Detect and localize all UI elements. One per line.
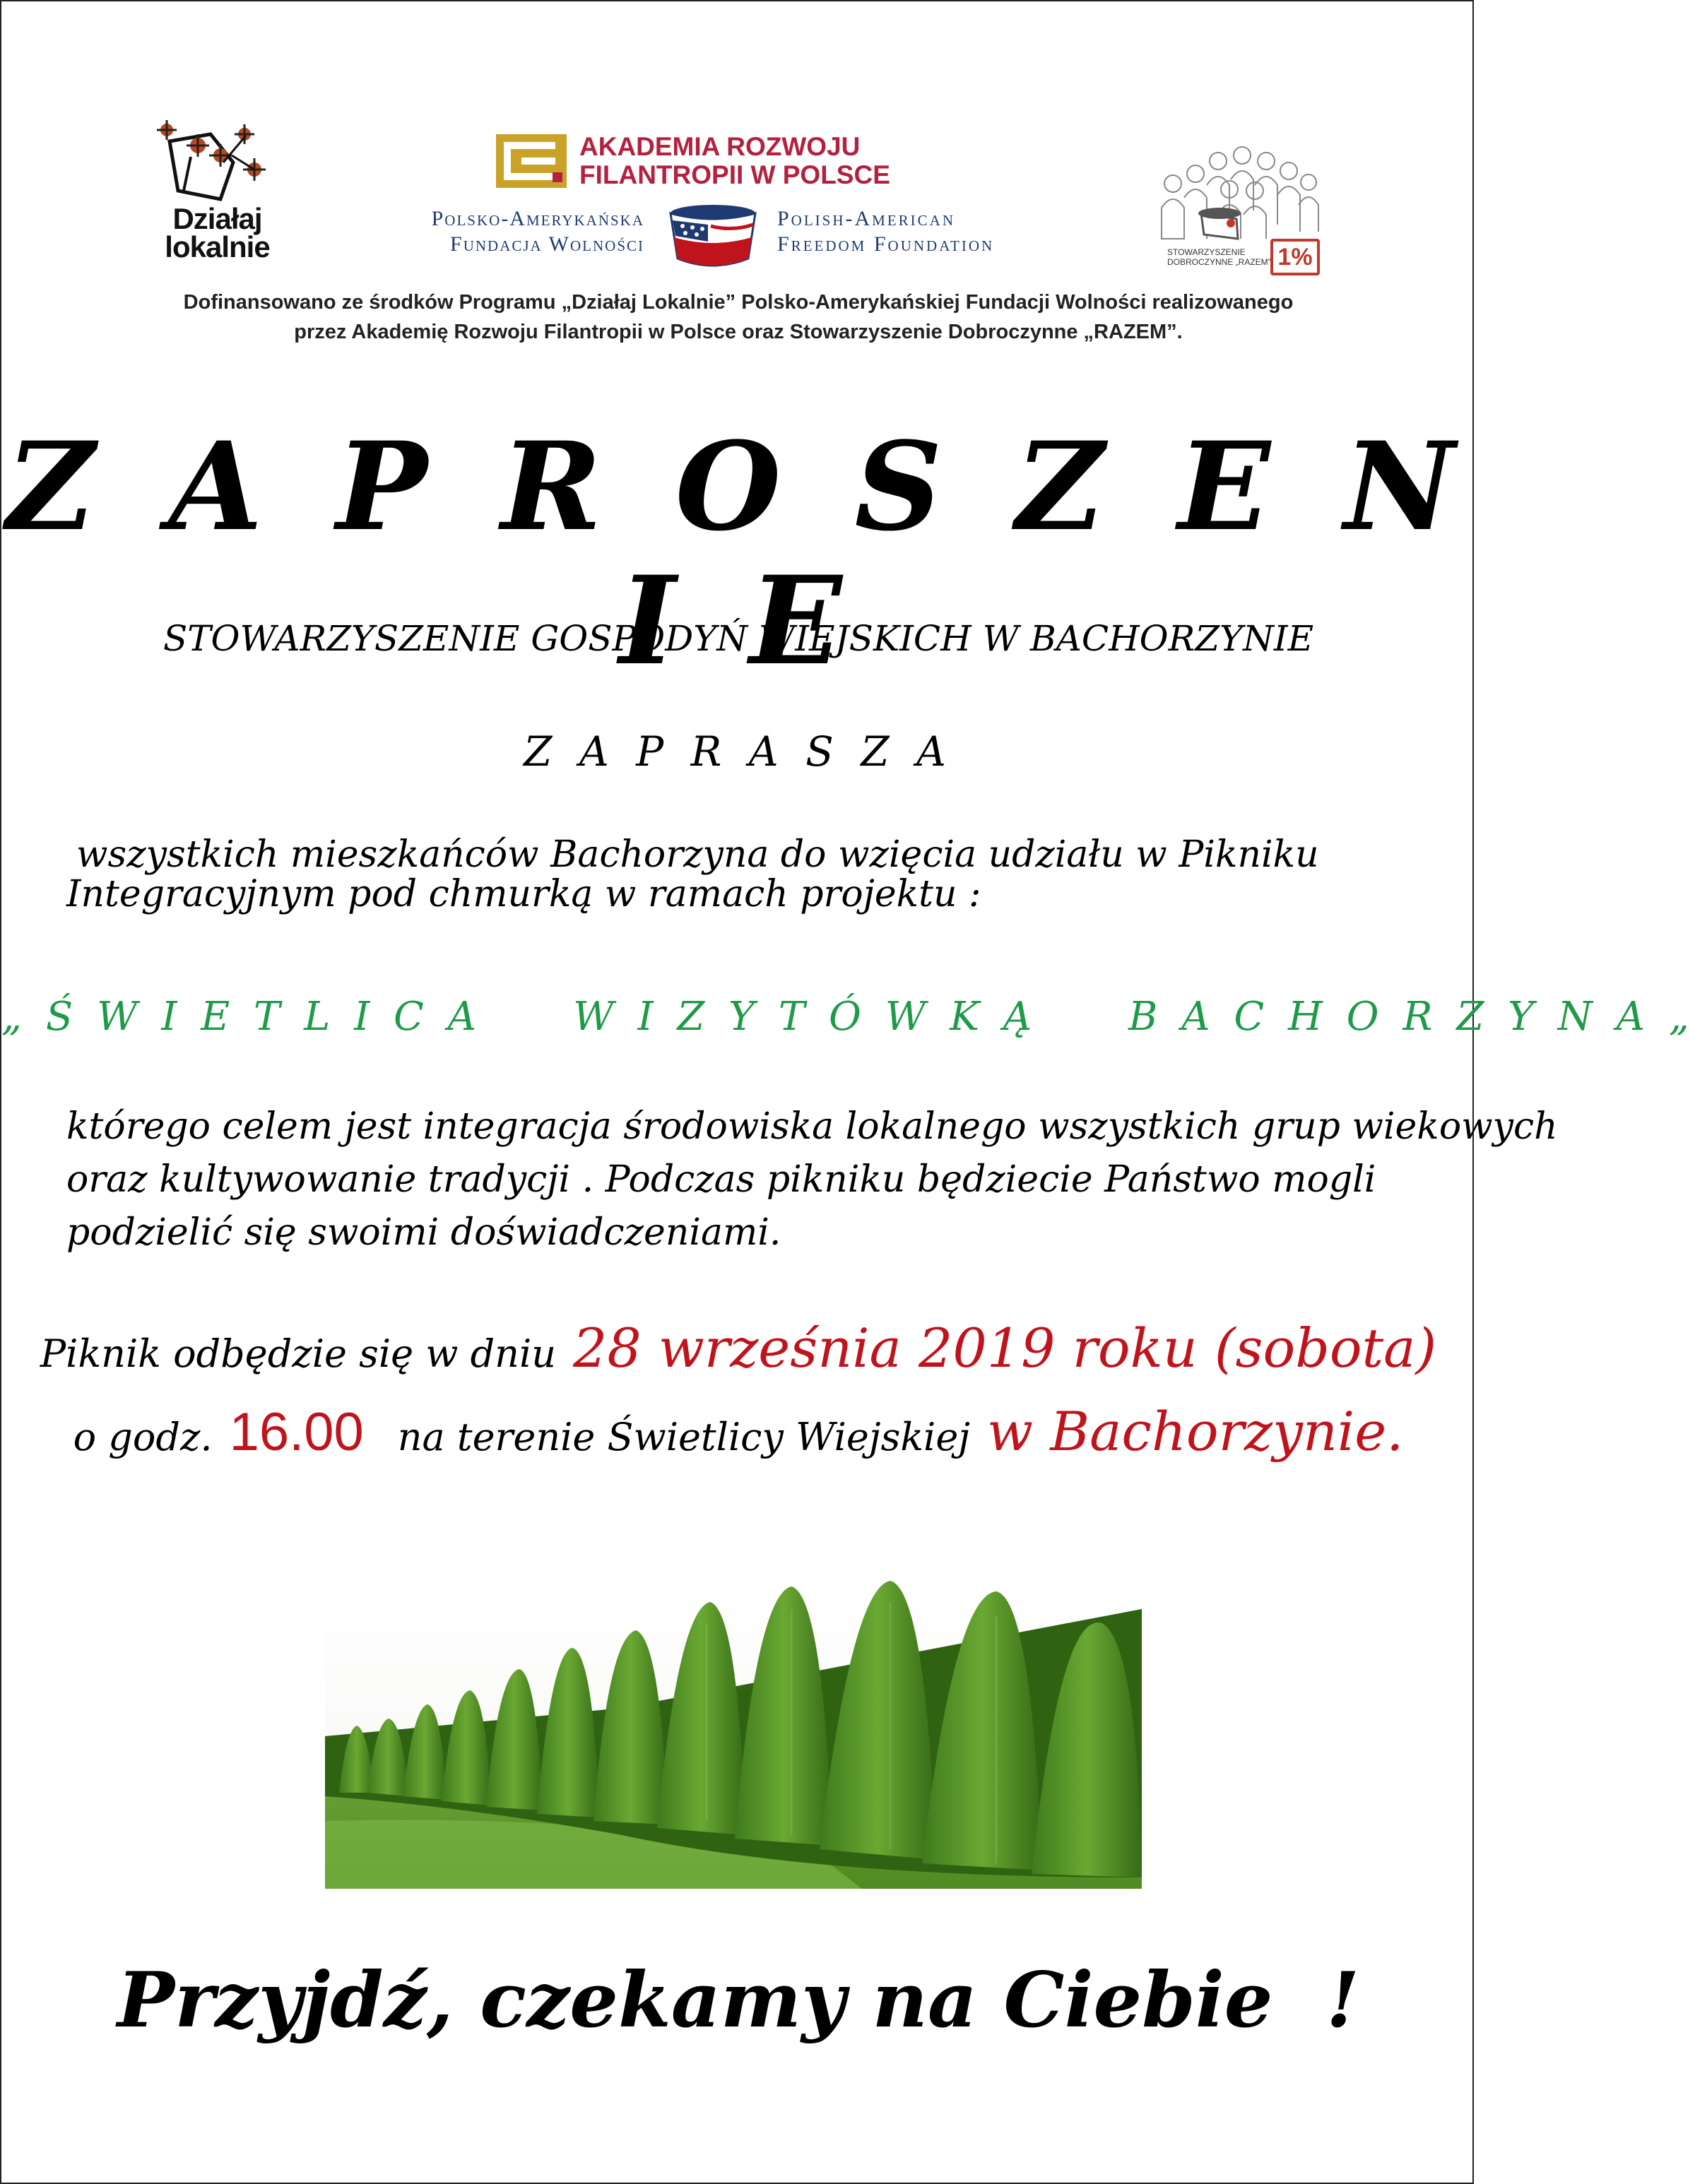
invitation-title: Z A P R O S Z E N I E <box>6 415 1471 692</box>
funding-statement <box>1 287 1475 347</box>
people-crowd-icon <box>1152 140 1321 246</box>
project-goal-paragraph <box>66 1100 1558 1259</box>
arfp-line1: AKADEMIA ROZWOJU <box>579 132 861 161</box>
razem-line2: DOBROCZYNNE „RAZEM” <box>1167 257 1271 267</box>
pafw-english-name <box>777 206 994 257</box>
pafw-right-line1: Polish-American <box>777 207 956 230</box>
time-prefix: o godz. <box>73 1415 213 1459</box>
dzialaj-lokalnie-line1: Działaj <box>172 202 262 235</box>
funding-line1: Dofinansowano ze środków Programu „Działaj Lokalnie” Polsko-Amerykańskiej Fundacji Wolności realizowanego <box>183 291 1294 314</box>
razem-line1: STOWARZYSZENIE <box>1167 247 1246 257</box>
event-date: 28 września 2019 roku (sobota) <box>573 1317 1437 1379</box>
event-date-line <box>1 1310 1475 1393</box>
pafw-polish-name <box>376 206 644 257</box>
closing-message: Przyjdź, czekamy na Ciebie ! <box>117 1956 1360 2045</box>
pafw-right-line2: Freedom Foundation <box>777 232 995 256</box>
event-time: 16.00 <box>229 1402 364 1462</box>
arfp-mark-icon <box>496 134 567 188</box>
arfp-line2: FILANTROPII W POLSCE <box>579 160 890 189</box>
place-prefix: na terenie Świetlicy Wiejskiej <box>397 1415 971 1459</box>
event-time-place-line <box>1 1393 1475 1476</box>
flower-basket-icon <box>155 120 279 205</box>
arfp-logo <box>496 133 948 189</box>
dzialaj-lokalnie-logo <box>155 120 279 279</box>
paragraph1-line1: wszystkich mieszkańców Bachorzyna do wzięcia udziału w Pikniku <box>76 833 1319 876</box>
razem-name <box>1167 247 1271 267</box>
pafw-left-line2: Fundacja Wolności <box>450 232 644 256</box>
pafw-left-line1: Polsko-Amerykańska <box>431 207 644 230</box>
invitation-paragraph <box>66 835 1444 914</box>
organization-name: STOWARZYSZENIE GOSPODYŃ WIEJSKICH W BACHORZYNIE <box>163 618 1314 659</box>
one-percent-badge: 1% <box>1270 239 1320 275</box>
date-prefix: Piknik odbędzie się w dniu <box>40 1331 557 1376</box>
razem-logo <box>1152 140 1321 278</box>
paragraph2-line3: podzielić się swoimi doświadczeniami. <box>66 1211 781 1254</box>
dzialaj-lokalnie-line2: lokalnie <box>165 230 270 263</box>
funding-line2: przez Akademię Rozwoju Filantropii w Polsce oraz Stowarzyszenie Dobroczynne „RAZEM”. <box>294 321 1183 343</box>
event-place: w Bachorzynie. <box>987 1400 1404 1463</box>
thuja-trees-photo <box>325 1581 1142 1889</box>
paragraph1-line2: Integracyjnym pod chmurką w ramach projektu : <box>66 873 981 915</box>
project-name: „ Ś W I E T L I C A W I Z Y T Ó W K Ą B A C H O R Z Y N A „ <box>1 994 1695 1040</box>
paragraph2-line1: którego celem jest integracja środowiska lokalnego wszystkich grup wiekowych <box>66 1105 1558 1148</box>
invites-heading: Z A P R A S Z A <box>524 728 953 776</box>
event-details <box>1 1310 1475 1476</box>
paragraph2-line2: oraz kultywowanie tradycji . Podczas pikniku będziecie Państwo mogli <box>66 1158 1376 1201</box>
pafw-flag-hat-icon <box>667 203 759 268</box>
